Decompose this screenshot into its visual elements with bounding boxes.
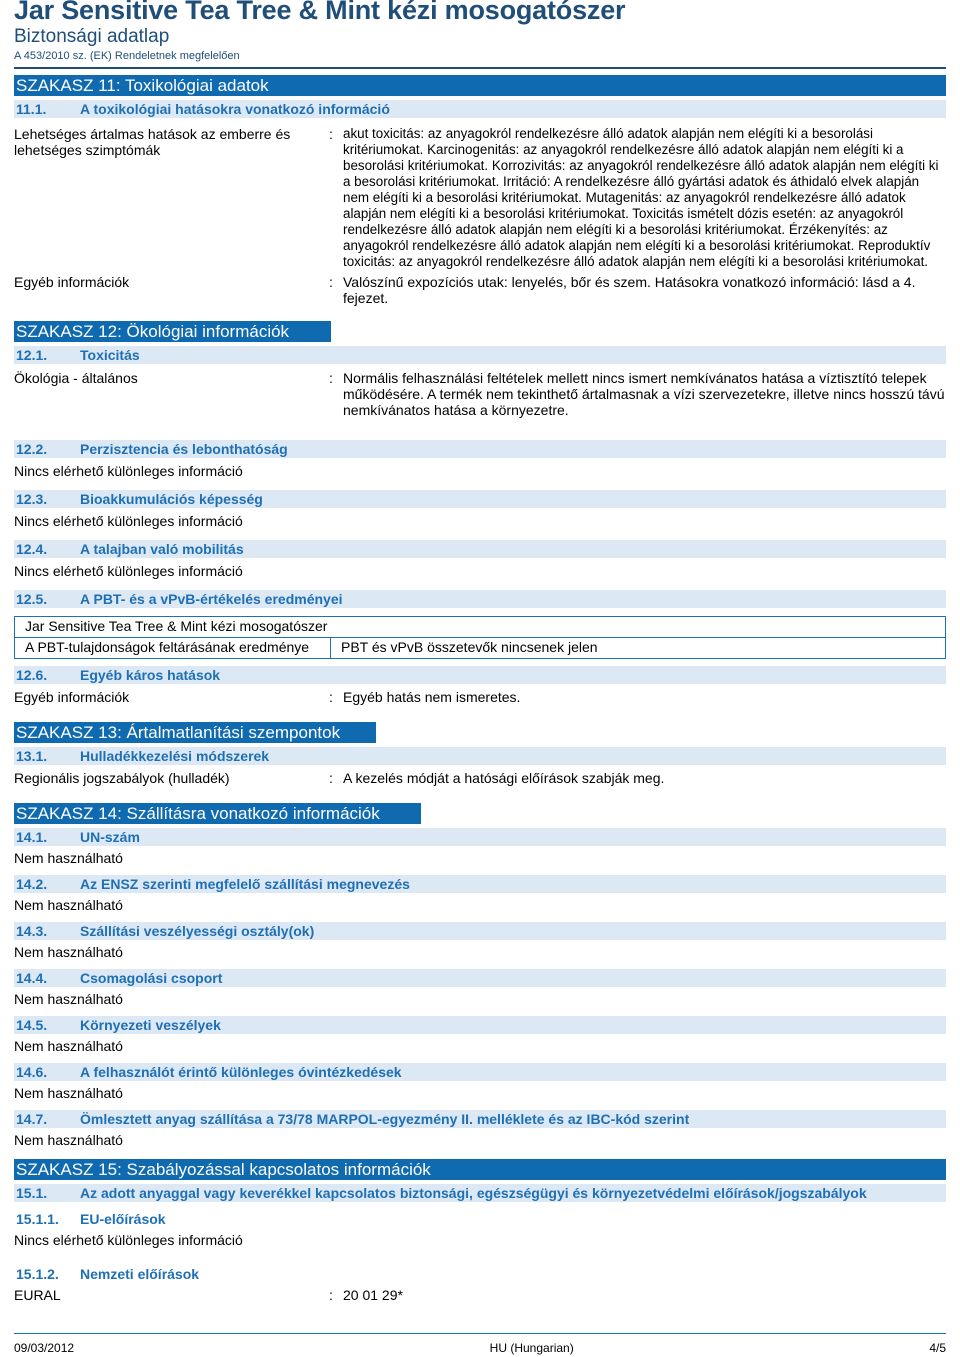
subsection-number: 14.7.	[16, 1111, 48, 1127]
subsection-number: 11.1.	[16, 101, 47, 117]
bioaccumulation-text: Nincs elérhető különleges információ	[14, 513, 243, 529]
subsection-title: A toxikológiai hatásokra vonatkozó információ	[80, 101, 390, 117]
pbt-table-row	[15, 638, 945, 658]
transport-subsection	[14, 875, 946, 893]
pbt-table-value: PBT és vPvB összetevők nincsenek jelen	[341, 639, 598, 655]
section-12-heading: SZAKASZ 12: Ökológiai információk	[14, 321, 331, 342]
regulation-note: A 453/2010 sz. (EK) Rendeletnek megfelelően	[14, 50, 240, 62]
waste-regulation-label: Regionális jogszabályok (hulladék)	[14, 770, 230, 786]
ecology-label: Ökológia - általános	[14, 370, 138, 386]
transport-value: Nem használható	[14, 1038, 123, 1054]
subsection-15-1-1: 15.1.1. EU-előírások	[16, 1211, 166, 1227]
subsection-title: Ömlesztett anyag szállítása a 73/78 MARPOL-egyezmény II. melléklete és az IBC-kód szerint	[80, 1111, 690, 1127]
waste-regulation-value: A kezelés módját a hatósági előírások szabják meg.	[343, 770, 665, 786]
other-info-label: Egyéb információk	[14, 274, 130, 290]
pbt-table-header: Jar Sensitive Tea Tree & Mint kézi mosogatószer	[15, 617, 945, 638]
waste-regulation-row: Regionális jogszabályok (hulladék) : A kezelés módját a hatósági előírások szabják meg.	[14, 770, 946, 786]
transport-value: Nem használható	[14, 897, 123, 913]
eural-label: EURAL	[14, 1287, 61, 1303]
document-page	[14, 0, 946, 1303]
effects-label: Lehetséges ártalmas hatások az emberre és lehetséges szimptómák	[14, 126, 291, 158]
page-footer	[14, 1333, 946, 1356]
subsection-15-1-2: 15.1.2. Nemzeti előírások	[16, 1266, 200, 1282]
subsection-number: 14.3.	[16, 923, 48, 939]
subsection-title: Környezeti veszélyek	[80, 1017, 221, 1033]
subsection-15-1: 15.1. Az adott anyaggal vagy keverékkel kapcsolatos biztonsági, egészségügyi és környezetvédelmi előírások/jogszabályok	[14, 1184, 946, 1202]
ecology-value: Normális felhasználási feltételek mellett nincs ismert nemkívánatos hatása a víztisztító telepek működésére. A termék nem tekinthető ártalmasnak a vízi szervezetekre, illetve nincs hosszú távú nemkívánatos hatása a környezetre.	[343, 370, 945, 418]
subsection-title: A felhasználót érintő különleges óvintézkedések	[80, 1064, 402, 1080]
pbt-table	[14, 616, 946, 659]
subsection-title: UN-szám	[80, 829, 140, 845]
mobility-text: Nincs elérhető különleges információ	[14, 563, 243, 579]
document-title: Jar Sensitive Tea Tree & Mint kézi mosogatószer	[14, 0, 626, 25]
subsection-12-3: 12.3. Bioakkumulációs képesség	[14, 490, 946, 508]
subsection-12-5: 12.5. A PBT- és a vPvB-értékelés eredményei	[14, 590, 946, 608]
subsection-number: 14.4.	[16, 970, 48, 986]
transport-subsection	[14, 1110, 946, 1128]
section-11-heading: SZAKASZ 11: Toxikológiai adatok	[14, 75, 946, 96]
transport-subsection	[14, 969, 946, 987]
subsection-number: 14.6.	[16, 1064, 48, 1080]
subsection-13-1: 13.1. Hulladékkezelési módszerek	[14, 747, 946, 765]
ecology-row: Ökológia - általános : Normális felhasználási feltételek mellett nincs ismert nemkívánatos hatása a víztisztító telepek működésére. A termék nem tekinthető ártalmasnak a vízi szervezetekre, illetve nincs hosszú távú nemkívánatos hatása a környezetre.	[14, 370, 945, 418]
other-info-row-12: Egyéb információk : Egyéb hatás nem ismeretes.	[14, 689, 946, 705]
subsection-12-4: 12.4. A talajban való mobilitás	[14, 540, 946, 558]
transport-subsection	[14, 828, 946, 846]
subsection-11-1	[14, 100, 946, 118]
transport-subsection	[14, 1063, 946, 1081]
subsection-number: 14.2.	[16, 876, 48, 892]
eural-row: EURAL : 20 01 29*	[14, 1287, 946, 1303]
transport-value: Nem használható	[14, 1085, 123, 1101]
subsection-number: 14.5.	[16, 1017, 48, 1033]
subsection-12-1: 12.1. Toxicitás	[14, 346, 946, 364]
eural-value: 20 01 29*	[343, 1287, 403, 1303]
subsection-title: Az ENSZ szerinti megfelelő szállítási megnevezés	[80, 876, 410, 892]
transport-subsection	[14, 922, 946, 940]
section-14-heading: SZAKASZ 14: Szállításra vonatkozó információk	[14, 803, 421, 824]
subsection-title: Csomagolási csoport	[80, 970, 223, 986]
footer-date: 09/03/2012	[14, 1341, 75, 1355]
effects-value: akut toxicitás: az anyagokról rendelkezésre álló adatok alapján nem elégíti ki a besorolási kritériumokat. Karcinogenitás: az anyagokról rendelkezésre álló adatok alapján nem elégíti ki a besorolási kritériumokat. Korrozivitás: az anyagokról rendelkezésre álló adatok alapján nem elégíti ki a besorolási kritériumokat. Irritáció: A rendelkezésre álló gyártási adatok és áthidaló elvek alapján nem elégíti ki a besorolási kritériumokat. Mutagenitás: az anyagokról rendelkezésre álló adatok alapján nem elégíti ki a besorolási kritériumokat. Toxicitás ismételt dózis esetén: az anyagokról rendelkezésre álló adatok alapján nem elégíti ki a besorolási kritériumokat. Érzékenyítés: az anyagokról rendelkezésre álló adatok alapján nem elégíti ki a besorolási kritériumokat. Reproduktív toxicitás: az anyagokról rendelkezésre álló adatok alapján nem elégíti ki a besorolási kritériumokat.	[343, 126, 939, 269]
footer-language: HU (Hungarian)	[489, 1341, 574, 1355]
subsection-12-2: 12.2. Perzisztencia és lebonthatóság	[14, 440, 946, 458]
footer-page-number: 4/5	[929, 1341, 946, 1355]
transport-value: Nem használható	[14, 944, 123, 960]
header-divider	[14, 67, 946, 69]
other-info-row-11: Egyéb információk : Valószínű expozíciós utak: lenyelés, bőr és szem. Hatásokra vonatkozó információ: lásd a 4. fejezet.	[14, 274, 946, 306]
eu-regulations-text: Nincs elérhető különleges információ	[14, 1232, 243, 1248]
persistence-text: Nincs elérhető különleges információ	[14, 463, 243, 479]
transport-subsection	[14, 1016, 946, 1034]
effects-row: Lehetséges ártalmas hatások az emberre és lehetséges szimptómák : akut toxicitás: az anyagokról rendelkezésre álló adatok alapján nem elégíti ki a besorolási kritériumokat. Karcinogenitás: az anyagokról rendelkezésre álló adatok alapján nem elégíti ki a besorolási kritériumokat. Korrozivitás: az anyagokról rendelkezésre álló adatok alapján nem elégíti ki a besorolási kritériumokat. Irritáció: A rendelkezésre álló gyártási adatok és áthidaló elvek alapján nem elégíti ki a besorolási kritériumokat. Mutagenitás: az anyagokról rendelkezésre álló adatok alapján nem elégíti ki a besorolási kritériumokat. Toxicitás ismételt dózis esetén: az anyagokról rendelkezésre álló adatok alapján nem elégíti ki a besorolási kritériumokat. Érzékenyítés: az anyagokról rendelkezésre álló adatok alapján nem elégíti ki a besorolási kritériumokat. Reproduktív toxicitás: az anyagokról rendelkezésre álló adatok alapján nem elégíti ki a besorolási kritériumokat.	[14, 126, 946, 270]
other-info-value: Valószínű expozíciós utak: lenyelés, bőr és szem. Hatásokra vonatkozó információ: lásd a 4. fejezet.	[343, 274, 916, 306]
other-info-label: Egyéb információk	[14, 689, 130, 705]
subsection-12-6: 12.6. Egyéb káros hatások	[14, 666, 946, 684]
other-info-value: Egyéb hatás nem ismeretes.	[343, 689, 521, 705]
transport-value: Nem használható	[14, 850, 123, 866]
transport-value: Nem használható	[14, 991, 123, 1007]
transport-list	[14, 828, 946, 1149]
section-13-heading: SZAKASZ 13: Ártalmatlanítási szempontok	[14, 722, 376, 743]
subsection-title: Szállítási veszélyességi osztály(ok)	[80, 923, 315, 939]
transport-value: Nem használható	[14, 1132, 123, 1148]
section-15-heading: SZAKASZ 15: Szabályozással kapcsolatos információk	[14, 1159, 946, 1180]
subsection-number: 14.1.	[16, 829, 48, 845]
document-subtitle: Biztonsági adatlap	[14, 26, 170, 47]
pbt-table-label: A PBT-tulajdonságok feltárásának eredménye	[15, 638, 331, 658]
